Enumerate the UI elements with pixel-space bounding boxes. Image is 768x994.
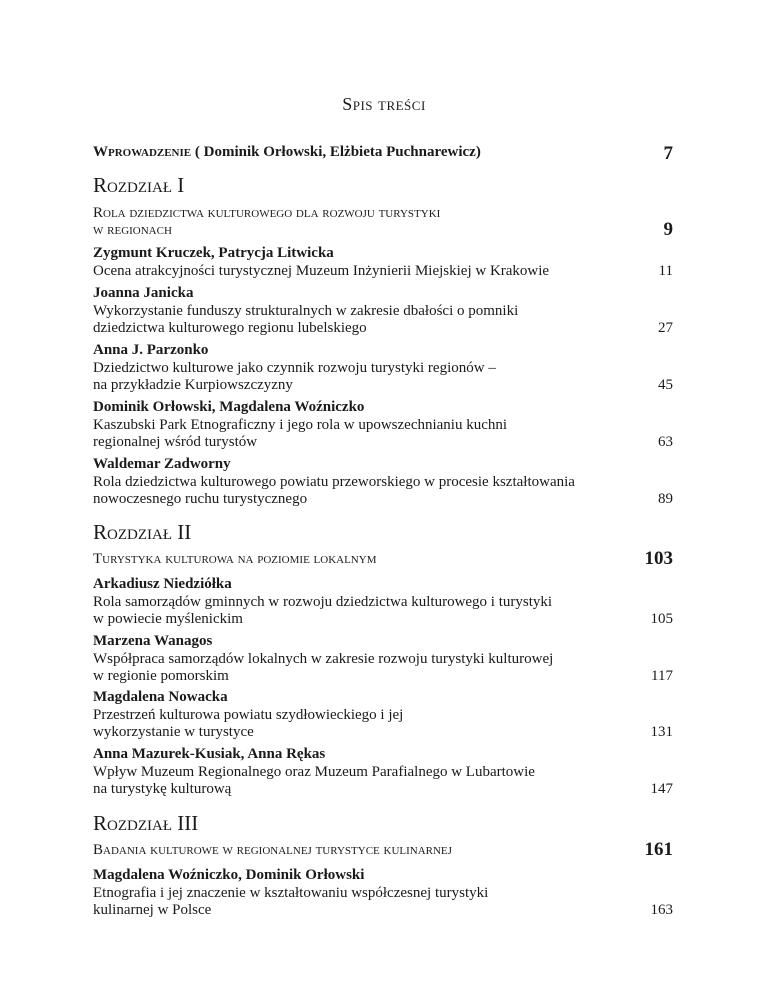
- chapter-3-section-page: 161: [644, 839, 673, 860]
- article-authors: Zygmunt Kruczek, Patrycja Litwicka: [93, 245, 334, 261]
- article-page: 147: [650, 781, 673, 797]
- article-title: w powiecie myślenickim: [93, 611, 243, 627]
- intro-page: 7: [663, 143, 673, 164]
- chapter-2-section: Turystyka kulturowa na poziomie lokalnym: [93, 551, 377, 567]
- article-page: 117: [651, 668, 673, 684]
- article-title: dziedzictwa kulturowego regionu lubelskiego: [93, 320, 367, 336]
- article-title: kulinarnej w Polsce: [93, 902, 212, 918]
- article-page: 89: [658, 491, 673, 507]
- article-authors: Magdalena Nowacka: [93, 689, 228, 705]
- article-authors: Waldemar Zadworny: [93, 456, 231, 472]
- article-page: 63: [658, 434, 673, 450]
- article-title: Współpraca samorządów lokalnych w zakresie rozwoju turystyki kulturowej: [93, 651, 554, 667]
- chapter-2-section-page: 103: [644, 548, 673, 569]
- intro-editors: ( Dominik Orłowski, Elżbieta Puchnarewicz): [194, 144, 481, 160]
- article-title: Rola samorządów gminnych w rozwoju dziedzictwa kulturowego i turystyki: [93, 594, 553, 610]
- article-title: w regionie pomorskim: [93, 668, 229, 684]
- article-authors: Anna Mazurek-Kusiak, Anna Rękas: [93, 746, 326, 762]
- toc-title: Spis treści: [342, 94, 426, 114]
- article-page: 45: [658, 377, 673, 393]
- article-authors: Marzena Wanagos: [93, 633, 213, 649]
- intro-label: Wprowadzenie: [93, 144, 192, 160]
- article-title: Przestrzeń kulturowa powiatu szydłowieckiego i jej: [93, 707, 404, 723]
- article-title: na przykładzie Kurpiowszczyzny: [93, 377, 293, 393]
- chapter-1-heading: Rozdział I: [93, 173, 185, 197]
- chapter-3-heading: Rozdział III: [93, 811, 199, 835]
- article-authors: Dominik Orłowski, Magdalena Woźniczko: [93, 399, 365, 415]
- article-title: Rola dziedzictwa kulturowego powiatu przeworskiego w procesie kształtowania: [93, 474, 575, 490]
- chapter-1-section-line2: w regionach: [93, 222, 172, 238]
- article-title: regionalnej wśród turystów: [93, 434, 258, 450]
- article-authors: Arkadiusz Niedziółka: [93, 576, 232, 592]
- article-title: Ocena atrakcyjności turystycznej Muzeum Inżynierii Miejskiej w Krakowie: [93, 263, 550, 279]
- article-title: nowoczesnego ruchu turystycznego: [93, 491, 308, 507]
- article-page: 131: [650, 724, 673, 740]
- article-page: 11: [658, 263, 673, 279]
- article-page: 163: [650, 902, 673, 918]
- intro-entry: [93, 144, 481, 161]
- chapter-3-section: Badania kulturowe w regionalnej turystyce kulinarnej: [93, 842, 452, 858]
- article-title: Wykorzystanie funduszy strukturalnych w zakresie dbałości o pomniki: [93, 303, 519, 319]
- article-authors: Magdalena Woźniczko, Dominik Orłowski: [93, 867, 365, 883]
- article-title: na turystykę kulturową: [93, 781, 232, 797]
- article-title: Kaszubski Park Etnograficzny i jego rola w upowszechnianiu kuchni: [93, 417, 508, 433]
- article-page: 105: [650, 611, 673, 627]
- article-authors: Anna J. Parzonko: [93, 342, 209, 358]
- article-title: Wpływ Muzeum Regionalnego oraz Muzeum Parafialnego w Lubartowie: [93, 764, 535, 780]
- article-page: 27: [658, 320, 673, 336]
- article-authors: Joanna Janicka: [93, 285, 194, 301]
- article-title: wykorzystanie w turystyce: [93, 724, 254, 740]
- chapter-1-section-line1: Rola dziedzictwa kulturowego dla rozwoju turystyki: [93, 205, 441, 221]
- chapter-2-heading: Rozdział II: [93, 520, 192, 544]
- chapter-1-section-page: 9: [663, 219, 673, 240]
- article-title: Dziedzictwo kulturowe jako czynnik rozwoju turystyki regionów –: [93, 360, 496, 376]
- article-title: Etnografia i jej znaczenie w kształtowaniu współczesnej turystyki: [93, 885, 489, 901]
